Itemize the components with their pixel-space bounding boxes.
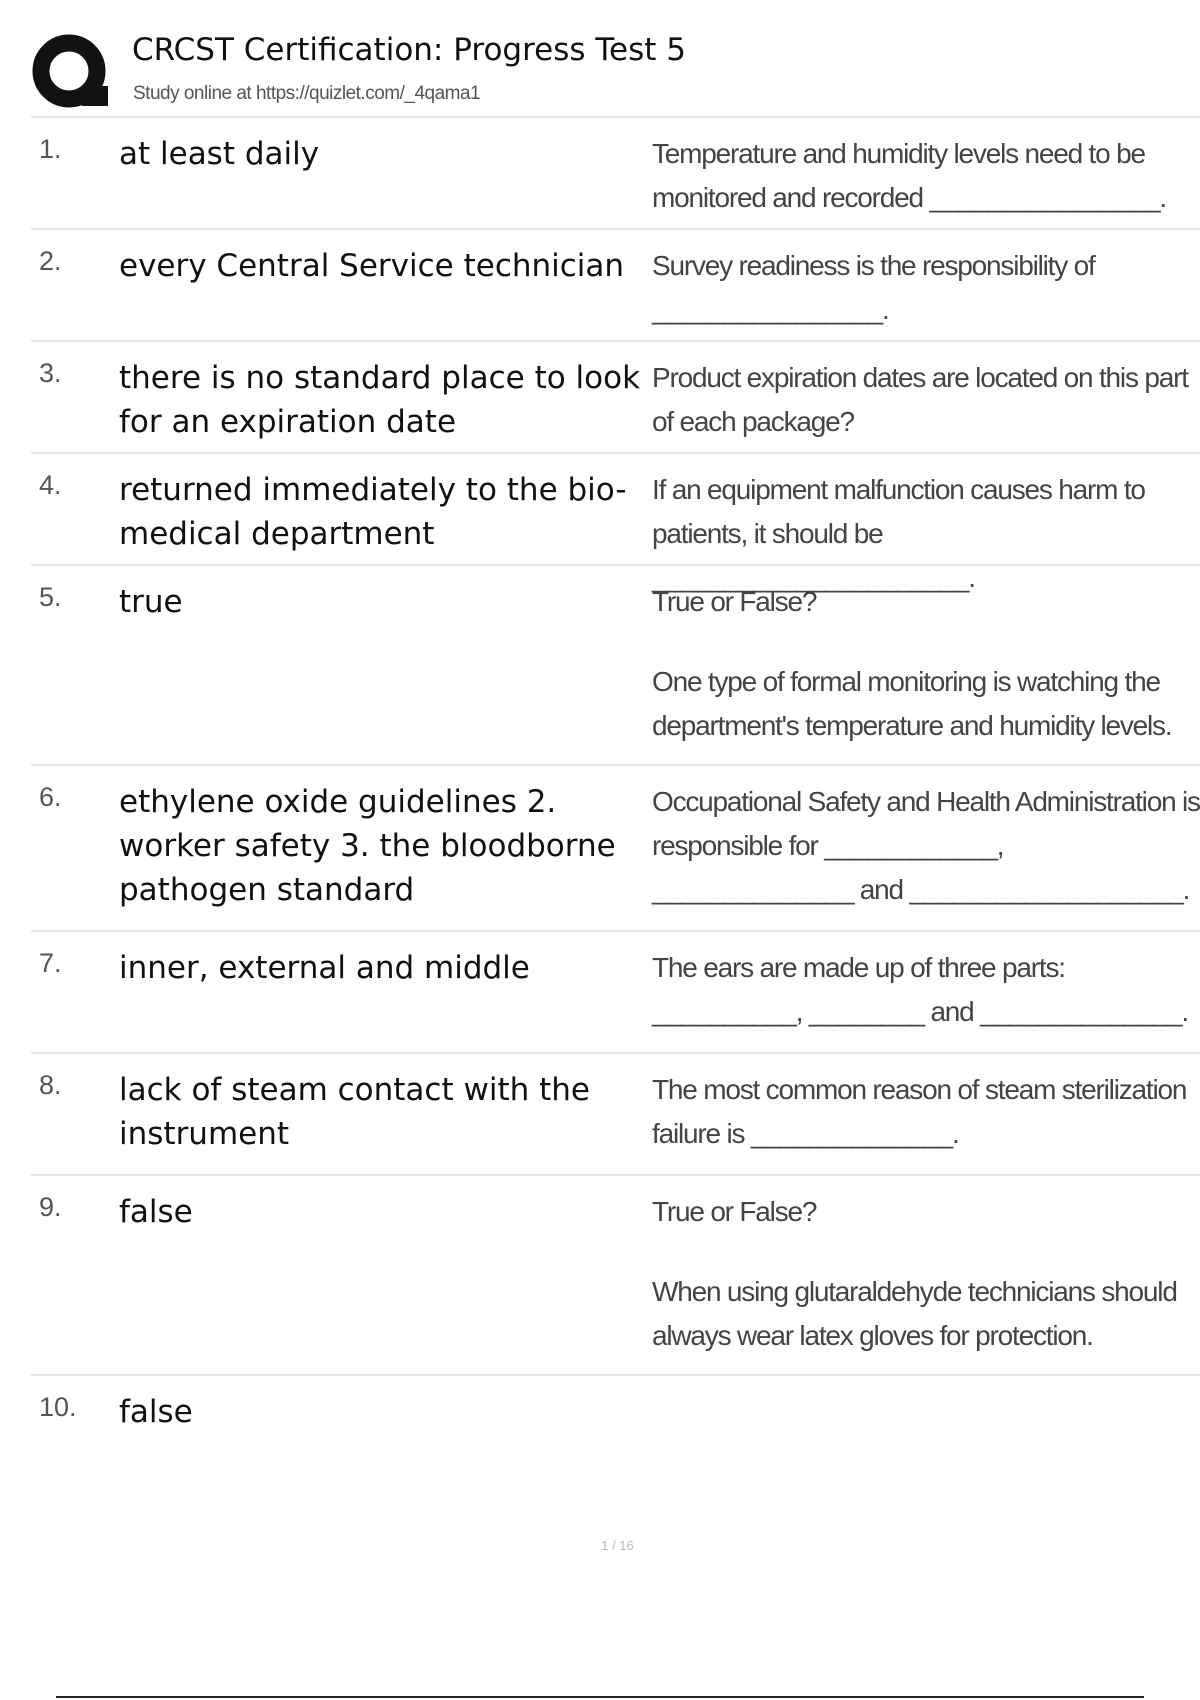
card-definition: [652, 244, 1200, 324]
card-term: true: [119, 584, 183, 620]
card-definition: [652, 468, 1200, 593]
card-number: 6.: [39, 782, 62, 812]
document-header: [32, 30, 1200, 116]
card-term: at least daily: [119, 136, 320, 172]
page-number: 1 / 16: [601, 1538, 634, 1553]
card-term: every Central Service technician: [119, 248, 625, 284]
definition-text: If an equipment malfunction causes harm to patients, it should be ______________________.: [652, 474, 1145, 593]
flashcard-row: [31, 1374, 1200, 1466]
definition-text: When using glutaraldehyde technicians should always wear latex gloves for protection.: [652, 1276, 1177, 1351]
card-number: 9.: [39, 1192, 62, 1222]
definition-text: The most common reason of steam sterilization failure is ______________.: [652, 1074, 1187, 1149]
definition-text: Survey readiness is the responsibility of: [652, 250, 1095, 281]
flashcard-row: [31, 452, 1200, 593]
card-number: 5.: [39, 582, 62, 612]
flashcard-row: [31, 764, 1200, 930]
flashcard-row: [31, 1052, 1200, 1174]
study-online-link[interactable]: Study online at https://quizlet.com/_4qama1: [133, 83, 481, 104]
card-definition: [652, 580, 1200, 748]
card-definition: [652, 780, 1200, 914]
card-term: lack of steam contact with the instrument: [119, 1072, 590, 1152]
card-number: 1.: [39, 134, 62, 164]
card-definition: [652, 1390, 1200, 1450]
card-definition: [652, 132, 1200, 212]
quizlet-logo-icon: [32, 34, 110, 112]
card-term: ethylene oxide guidelines 2. worker safety 3. the bloodborne pathogen standard: [119, 784, 616, 908]
flashcard-row: [31, 564, 1200, 764]
card-term: returned immediately to the bio-medical department: [119, 472, 627, 552]
page-title: CRCST Certification: Progress Test 5: [132, 32, 687, 68]
flashcard-row: [31, 930, 1200, 1052]
card-definition: [652, 946, 1200, 1036]
card-number: 2.: [39, 246, 62, 276]
definition-text: The ears are made up of three parts: __________, ________ and ______________.: [652, 952, 1188, 1027]
card-definition: [652, 1068, 1200, 1158]
card-definition: [652, 356, 1200, 436]
definition-text: Product expiration dates are located on this part of each package?: [652, 362, 1188, 437]
card-term: there is no standard place to look for an expiration date: [119, 360, 641, 440]
page-bottom-divider: [56, 1696, 1144, 1698]
definition-question: True or False?: [652, 586, 817, 617]
card-number: 8.: [39, 1070, 62, 1100]
flashcard-row: [31, 228, 1200, 340]
card-number: 4.: [39, 470, 62, 500]
flashcard-list: [31, 116, 1200, 1466]
card-term: false: [119, 1194, 193, 1230]
definition-text: Occupational Safety and Health Administration is responsible for ____________, ______________ and ___________________.: [652, 786, 1200, 905]
flashcard-row: [31, 340, 1200, 452]
card-term: false: [119, 1394, 193, 1430]
card-number: 10.: [39, 1392, 77, 1422]
card-number: 3.: [39, 358, 62, 388]
card-number: 7.: [39, 948, 62, 978]
card-term: inner, external and middle: [119, 950, 530, 986]
definition-text: Temperature and humidity levels need to be monitored and recorded ________________.: [652, 138, 1167, 213]
card-definition: [652, 1190, 1200, 1358]
definition-question: True or False?: [652, 1196, 817, 1227]
definition-text: One type of formal monitoring is watching the department's temperature and humidity levels.: [652, 666, 1172, 741]
flashcard-row: [31, 1174, 1200, 1374]
flashcard-row: [31, 116, 1200, 228]
definition-blank: ________________.: [652, 294, 889, 325]
